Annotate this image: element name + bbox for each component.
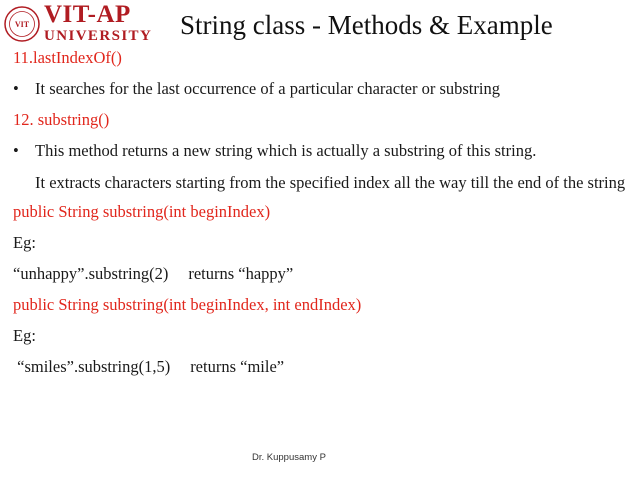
slide-content [13,48,633,388]
example-2-label: Eg: [13,326,36,345]
example-1-label: Eg: [13,233,36,252]
method-11-heading: 11.lastIndexOf() [13,48,122,67]
footer-author: Dr. Kuppusamy P [252,452,326,463]
example-1 [13,264,633,284]
method-12-bullet-text: It extracts characters starting from the specified index all the way till the end of the string [35,173,626,192]
method-11-bullet-text: It searches for the last occurrence of a particular character or substring [35,79,500,98]
method-12-bullet [13,167,633,198]
bullet-icon: • [13,79,19,98]
bullet-icon [13,167,35,198]
example-2-result: returns “mile” [190,357,285,376]
example-2 [13,357,633,377]
university-logo [4,1,153,46]
method-12-heading: 12. substring() [13,110,110,129]
university-seal-icon [4,6,40,42]
svg-text:VIT: VIT [14,20,30,29]
example-1-call: “unhappy”.substring(2) [13,264,169,283]
signature-1: public String substring(int beginIndex) [13,202,271,221]
signature-2: public String substring(int beginIndex, int endIndex) [13,295,362,314]
logo-subtitle: UNIVERSITY [44,28,153,44]
example-2-call: “smiles”.substring(1,5) [13,357,171,376]
method-12-bullet [13,141,633,161]
method-12-bullet-text: This method returns a new string which is actually a substring of this string. [35,141,537,160]
logo-name: VIT-AP [44,1,131,28]
method-11-bullet [13,79,633,99]
slide-title: String class - Methods & Example [180,10,553,40]
example-1-result: returns “happy” [188,264,294,283]
bullet-icon: • [13,141,19,160]
